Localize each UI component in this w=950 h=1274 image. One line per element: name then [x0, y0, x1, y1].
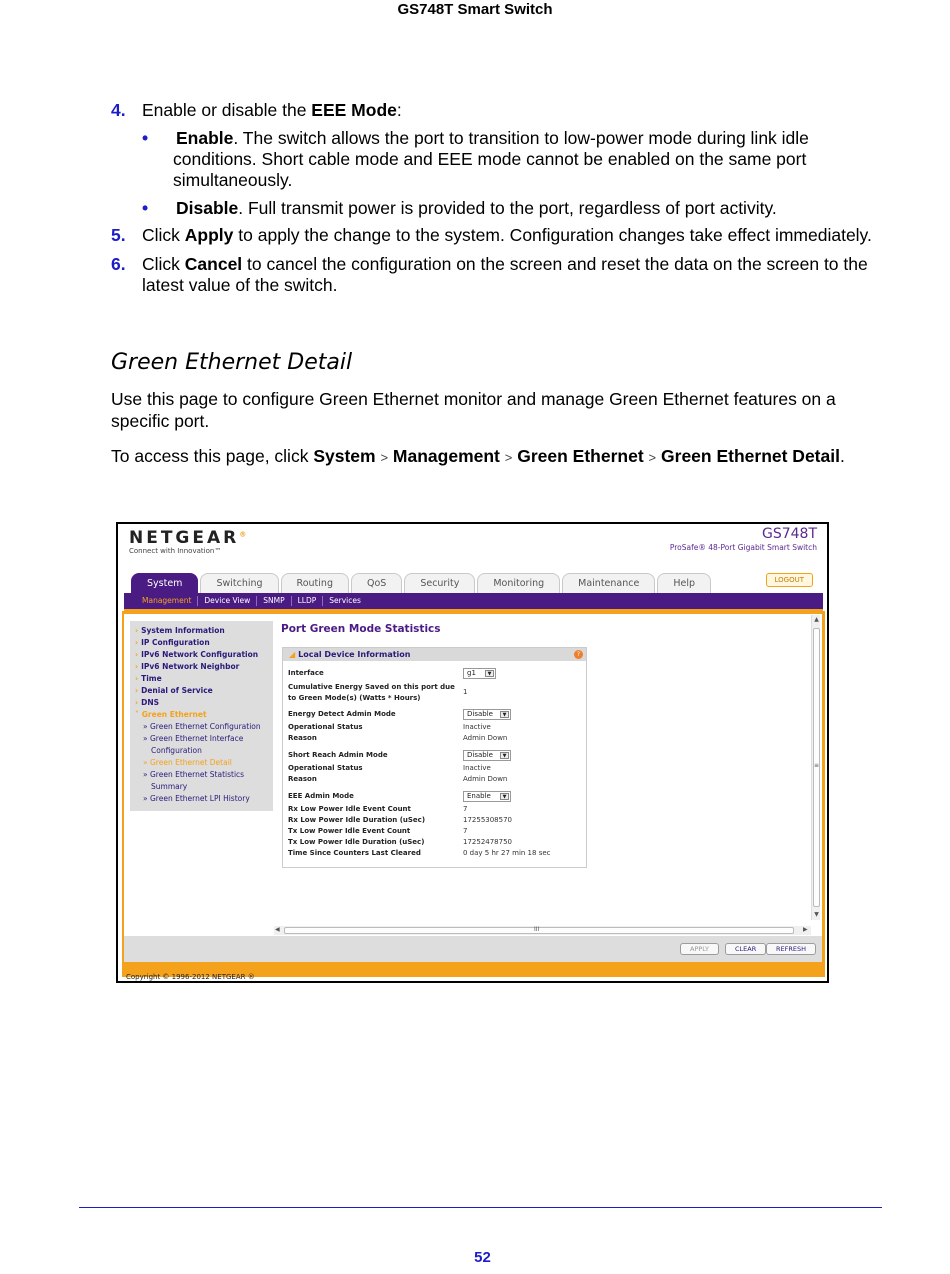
- bullet-text: . Full transmit power is provided to the port, regardless of port activity.: [238, 198, 777, 218]
- tx-duration-label: Tx Low Power Idle Duration (uSec): [288, 838, 425, 846]
- nav-system-information[interactable]: › System Information: [135, 626, 225, 635]
- nav-ge-statistics-summary[interactable]: » Green Ethernet Statistics: [143, 770, 245, 779]
- operational-status-value: Inactive: [463, 723, 491, 731]
- reason-value: Admin Down: [463, 734, 508, 742]
- sub-navigation: [124, 593, 823, 611]
- step-text-end: to apply the change to the system. Configuration changes take effect immediately.: [233, 225, 872, 245]
- tab-switching[interactable]: Switching: [200, 573, 278, 593]
- dropdown-caret-icon: ▼: [500, 752, 509, 759]
- tab-qos[interactable]: QoS: [351, 573, 402, 593]
- path-separator: >: [504, 450, 513, 465]
- apply-button[interactable]: APPLY: [680, 943, 719, 955]
- reason-label: Reason: [288, 775, 317, 783]
- collapse-icon[interactable]: ◢: [289, 650, 296, 659]
- bullet-enable: [111, 128, 881, 191]
- dropdown-caret-icon: ▼: [500, 711, 509, 718]
- content-area: [124, 614, 822, 962]
- chevron-icon: »: [143, 722, 150, 731]
- bullet-bold: Disable: [176, 198, 239, 218]
- path-management: Management: [392, 446, 500, 466]
- arrow-right-icon: ›: [135, 626, 139, 635]
- step-number: 5.: [111, 225, 126, 245]
- help-icon[interactable]: ?: [574, 650, 583, 659]
- tab-maintenance[interactable]: Maintenance: [562, 573, 655, 593]
- netgear-logo: [129, 528, 249, 548]
- clear-button[interactable]: CLEAR: [725, 943, 766, 955]
- chevron-icon: »: [143, 758, 150, 767]
- logo-mark: ®: [239, 530, 250, 539]
- step-text: Click: [142, 225, 185, 245]
- step-text-end: :: [396, 100, 402, 120]
- reason-value: Admin Down: [463, 775, 508, 783]
- nav-ip-configuration[interactable]: › IP Configuration: [135, 638, 210, 647]
- arrow-down-icon: ˅: [135, 710, 139, 719]
- arrow-right-icon: ›: [135, 662, 139, 671]
- scroll-up-icon[interactable]: ▲: [814, 616, 819, 623]
- nav-green-ethernet[interactable]: ˅ Green Ethernet: [135, 710, 207, 719]
- energy-saved-label: Cumulative Energy Saved on this port due: [288, 683, 455, 691]
- step-text: Click: [142, 254, 185, 274]
- step-list: [111, 100, 881, 296]
- scroll-right-icon[interactable]: ▶: [803, 926, 808, 933]
- nav-ge-detail[interactable]: » Green Ethernet Detail: [143, 758, 232, 767]
- chevron-icon: »: [143, 794, 150, 803]
- bullet-dot: •: [142, 128, 149, 148]
- path-separator: >: [648, 450, 657, 465]
- tab-help[interactable]: Help: [657, 573, 711, 593]
- short-reach-label: Short Reach Admin Mode: [288, 751, 388, 759]
- dropdown-caret-icon: ▼: [485, 670, 494, 677]
- path-system: System: [313, 446, 376, 466]
- scroll-grip-icon: ≡: [813, 762, 820, 769]
- step-5: [111, 225, 881, 246]
- rx-duration-value: 17255308570: [463, 816, 512, 824]
- button-bar: [124, 936, 822, 962]
- tx-duration-value: 17252478750: [463, 838, 512, 846]
- logo-tagline: Connect with Innovation™: [129, 547, 222, 555]
- step-bold: EEE Mode: [311, 100, 397, 120]
- energy-saved-value: 1: [463, 688, 468, 696]
- nav-ge-interface-configuration-cont[interactable]: Configuration: [151, 746, 202, 755]
- step-number: 6.: [111, 254, 126, 274]
- nav-ge-lpi-history[interactable]: » Green Ethernet LPI History: [143, 794, 250, 803]
- chevron-icon: »: [143, 734, 150, 743]
- left-navigation: [130, 621, 273, 811]
- step-text: Enable or disable the: [142, 100, 312, 120]
- operational-status-value: Inactive: [463, 764, 491, 772]
- tab-system[interactable]: System: [131, 573, 198, 593]
- access-end: .: [839, 446, 845, 466]
- time-since-cleared-value: 0 day 5 hr 27 min 18 sec: [463, 849, 551, 857]
- energy-detect-select[interactable]: Disable ▼: [463, 709, 511, 720]
- step-6: [111, 254, 881, 296]
- nav-ge-configuration[interactable]: » Green Ethernet Configuration: [143, 722, 261, 731]
- copyright: Copyright © 1996-2012 NETGEAR ®: [126, 973, 255, 981]
- step-text-end: to cancel the configuration on the screen and reset the data on the screen to the latest value of the switch.: [142, 254, 868, 295]
- arrow-right-icon: ›: [135, 650, 139, 659]
- logo-text: NETGEAR: [129, 528, 240, 548]
- model-subtitle: ProSafe® 48-Port Gigabit Smart Switch: [669, 543, 817, 552]
- running-header: GS748T Smart Switch: [397, 1, 553, 18]
- nav-denial-of-service[interactable]: › Denial of Service: [135, 686, 213, 695]
- eee-admin-mode-select[interactable]: Enable ▼: [463, 791, 511, 802]
- bullet-bold: Enable: [176, 128, 234, 148]
- section-heading: Green Ethernet Detail: [111, 350, 353, 375]
- section-intro: Use this page to configure Green Ethernet monitor and manage Green Ethernet features on a specific port.: [111, 389, 836, 431]
- subnav-management[interactable]: Management: [136, 596, 198, 606]
- time-since-cleared-label: Time Since Counters Last Cleared: [288, 849, 421, 857]
- page-title: Port Green Mode Statistics: [281, 623, 441, 635]
- tab-security[interactable]: Security: [404, 573, 475, 593]
- interface-label: Interface: [288, 669, 324, 677]
- nav-ipv6-network-configuration[interactable]: › IPv6 Network Configuration: [135, 650, 259, 659]
- local-device-panel: [282, 647, 587, 868]
- scroll-left-icon[interactable]: ◀: [275, 926, 280, 933]
- rx-event-count-value: 7: [463, 805, 468, 813]
- logout-button[interactable]: LOGOUT: [766, 573, 814, 587]
- step-number: 4.: [111, 100, 126, 120]
- bullet-text: . The switch allows the port to transition to low-power mode during link idle conditions. Short cable mode and EEE mode cannot be enabled on the same port simultaneously.: [173, 128, 809, 190]
- refresh-button[interactable]: REFRESH: [766, 943, 816, 955]
- subnav-lldp[interactable]: LLDP: [292, 596, 324, 606]
- tab-routing[interactable]: Routing: [281, 573, 349, 593]
- arrow-right-icon: ›: [135, 638, 139, 647]
- vertical-scrollbar[interactable]: [811, 615, 820, 920]
- reason-label: Reason: [288, 734, 317, 742]
- nav-ge-statistics-summary-cont[interactable]: Summary: [151, 782, 188, 791]
- operational-status-label: Operational Status: [288, 723, 363, 731]
- nav-ge-interface-configuration[interactable]: » Green Ethernet Interface: [143, 734, 244, 743]
- model-name: GS748T: [761, 526, 817, 542]
- rx-event-count-label: Rx Low Power Idle Event Count: [288, 805, 411, 813]
- tab-monitoring[interactable]: Monitoring: [477, 573, 560, 593]
- short-reach-select[interactable]: Disable ▼: [463, 750, 511, 761]
- nav-time[interactable]: › Time: [135, 674, 162, 683]
- step-4: [111, 100, 881, 121]
- step-bold: Apply: [184, 225, 234, 245]
- main-tabs: [131, 573, 713, 593]
- path-green-ethernet: Green Ethernet: [517, 446, 644, 466]
- nav-ipv6-network-neighbor[interactable]: › IPv6 Network Neighbor: [135, 662, 240, 671]
- interface-select[interactable]: g1 ▼: [463, 668, 496, 679]
- access-path-paragraph: [111, 445, 886, 469]
- subnav-services[interactable]: Services: [329, 596, 361, 605]
- tx-event-count-label: Tx Low Power Idle Event Count: [288, 827, 411, 835]
- chevron-icon: »: [143, 770, 150, 779]
- rx-duration-label: Rx Low Power Idle Duration (uSec): [288, 816, 426, 824]
- path-green-ethernet-detail: Green Ethernet Detail: [661, 446, 840, 466]
- subnav-snmp[interactable]: SNMP: [257, 596, 291, 606]
- path-separator: >: [380, 450, 389, 465]
- access-text: To access this page, click: [111, 446, 314, 466]
- tx-event-count-value: 7: [463, 827, 468, 835]
- step-bold: Cancel: [184, 254, 243, 274]
- page-number: 52: [474, 1249, 491, 1266]
- nav-dns[interactable]: › DNS: [135, 698, 159, 707]
- panel-header: ◢ Local Device Information: [283, 648, 586, 661]
- energy-saved-label-cont: to Green Mode(s) (Watts * Hours): [288, 694, 421, 702]
- arrow-right-icon: ›: [135, 686, 139, 695]
- horizontal-scrollbar[interactable]: [274, 926, 811, 935]
- bullet-disable: [111, 198, 881, 219]
- energy-detect-label: Energy Detect Admin Mode: [288, 710, 396, 718]
- scroll-grip-label: III: [534, 926, 540, 933]
- operational-status-label: Operational Status: [288, 764, 363, 772]
- eee-admin-mode-label: EEE Admin Mode: [288, 792, 354, 800]
- scroll-down-icon[interactable]: ▼: [814, 911, 819, 918]
- footer-rule: [79, 1207, 882, 1208]
- arrow-right-icon: ›: [135, 698, 139, 707]
- ui-screenshot: [116, 522, 829, 983]
- content-frame: [122, 611, 825, 977]
- bullet-dot: •: [142, 198, 149, 218]
- arrow-right-icon: ›: [135, 674, 139, 683]
- dropdown-caret-icon: ▼: [500, 793, 509, 800]
- subnav-device-view[interactable]: Device View: [198, 596, 257, 606]
